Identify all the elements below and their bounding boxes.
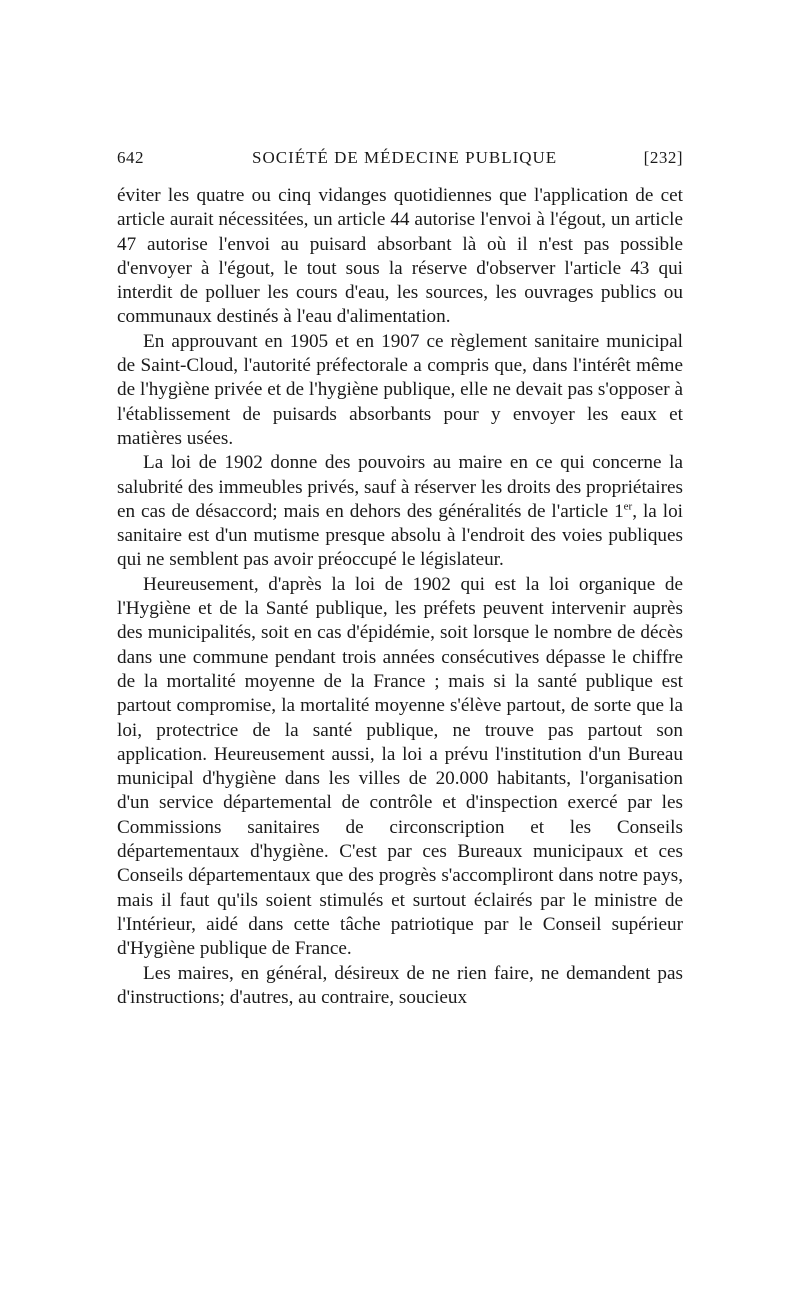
book-page [117, 140, 683, 1010]
superscript-er: er [623, 500, 633, 513]
paragraph-3-text-start: La loi de 1902 donne des pouvoirs au maire en ce qui concerne la salubrité des immeubles privés, sauf à réserver les droits des propriétaires en cas de désaccord; mais en dehors des généralités de l'article 1 [117, 452, 683, 522]
folio-number: [232] [643, 148, 683, 167]
paragraph-3 [117, 451, 683, 572]
paragraph-2: En approuvant en 1905 et en 1907 ce règlement sanitaire municipal de Saint-Cloud, l'autorité préfectorale a compris que, dans l'intérêt même de l'hygiène privée et de l'hygiène publique, elle ne devait pas s'opposer à l'établissement de puisards absorbants pour y envoyer les eaux et matières usées. [117, 330, 683, 449]
paragraph-1: éviter les quatre ou cinq vidanges quotidiennes que l'application de cet article aurait nécessitées, un article 44 autorise l'envoi à l'égout, un article 47 autorise l'envoi au puisard absorbant là où il n'est pas possible d'envoyer à l'égout, le tout sous la réserve d'observer l'article 43 qui interdit de polluer les cours d'eau, les sources, les ouvrages publics ou communaux destinés à l'eau d'alimentation. [117, 185, 683, 328]
paragraph-4: Heureusement, d'après la loi de 1902 qui est la loi organique de l'Hygiène et de la Santé publique, les préfets peuvent intervenir auprès des municipalités, soit en cas d'épidémie, soit lorsque le nombre de décès dans une commune pendant trois années consécutives dépasse le chiffre de la mortalité moyenne de la France ; mais si la santé publique est partout compromise, la mortalité moyenne s'élève partout, de sorte que la loi, protectrice de la santé publique, ne trouve pas partout son application. Heureusement aussi, la loi a prévu l'institution d'un Bureau municipal d'hygiène dans les villes de 20.000 habitants, l'organisation d'un service départemental de contrôle et d'inspection exercé par les Commissions sanitaires de circonscription et les Conseils départementaux d'hygiène. C'est par ces Bureaux municipaux et ces Conseils départementaux que des progrès s'accompliront dans notre pays, mais il faut qu'ils soient stimulés et surtout éclairés par le ministre de l'Intérieur, aidé dans cette tâche patriotique par le Conseil supérieur d'Hygiène publique de France. [117, 573, 683, 960]
body-text [117, 184, 683, 1010]
page-number: 642 [117, 148, 144, 167]
paragraph-5: Les maires, en général, désireux de ne rien faire, ne demandent pas d'instructions; d'autres, au contraire, soucieux [117, 962, 683, 1008]
paragraph-3-text-end: , la loi sanitaire est d'un mutisme presque absolu à l'endroit des voies publiques qui ne semblent pas avoir préoccupé le législateur. [117, 500, 683, 571]
page-header [117, 140, 683, 170]
running-title: SOCIÉTÉ DE MÉDECINE PUBLIQUE [252, 148, 558, 167]
